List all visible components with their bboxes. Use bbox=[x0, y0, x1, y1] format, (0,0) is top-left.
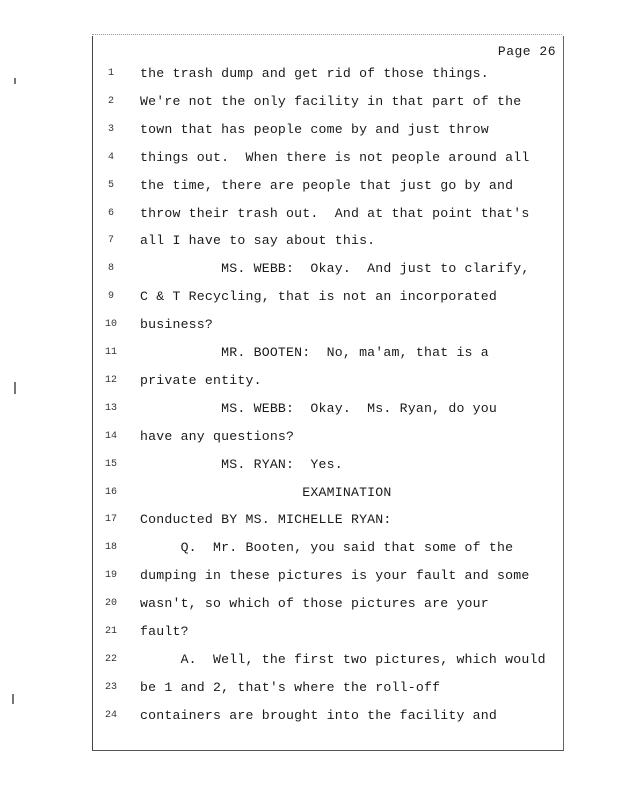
line-number: 23 bbox=[104, 681, 117, 693]
line-number: 21 bbox=[104, 626, 117, 637]
margin-mark bbox=[12, 694, 14, 704]
transcript-line: all I have to say about this. bbox=[140, 233, 376, 249]
transcript-line: things out. When there is not people around all bbox=[140, 149, 530, 165]
transcript-line: the time, there are people that just go by and bbox=[140, 177, 514, 193]
transcript-line: the trash dump and get rid of those things. bbox=[140, 66, 489, 81]
line-number: 1 bbox=[107, 68, 114, 79]
line-number: 4 bbox=[107, 151, 114, 163]
transcript-line: MS. RYAN: Yes. bbox=[140, 456, 343, 472]
page-top-border bbox=[92, 34, 562, 35]
transcript-line: Q. Mr. Booten, you said that some of the bbox=[140, 540, 514, 556]
line-number: 15 bbox=[104, 458, 117, 470]
transcript-line: throw their trash out. And at that point that's bbox=[140, 205, 530, 221]
transcript-line: private entity. bbox=[140, 372, 262, 388]
line-number: 2 bbox=[107, 95, 114, 107]
line-number: 19 bbox=[104, 570, 117, 582]
line-number: 8 bbox=[107, 263, 114, 275]
transcript-line: A. Well, the first two pictures, which would bbox=[140, 651, 546, 667]
line-number: 11 bbox=[104, 347, 117, 358]
line-number: 24 bbox=[104, 709, 117, 721]
page-number: Page 26 bbox=[497, 44, 556, 59]
transcript-line: containers are brought into the facility and bbox=[140, 707, 498, 723]
line-number: 5 bbox=[107, 179, 114, 191]
transcript-line: Conducted BY MS. MICHELLE RYAN: bbox=[140, 512, 392, 528]
line-number: 3 bbox=[107, 123, 114, 135]
transcript-line: business? bbox=[140, 317, 214, 333]
transcript-line: have any questions? bbox=[140, 428, 295, 444]
line-number: 6 bbox=[107, 207, 114, 219]
transcript-line: C & T Recycling, that is not an incorporated bbox=[140, 289, 498, 305]
transcript-line: town that has people come by and just throw bbox=[140, 121, 489, 137]
transcript-line: be 1 and 2, that's where the roll-off bbox=[140, 679, 441, 695]
line-number: 17 bbox=[104, 514, 117, 526]
line-number: 13 bbox=[104, 402, 117, 414]
margin-mark bbox=[14, 382, 16, 394]
transcript-line: wasn't, so which of those pictures are your bbox=[140, 596, 489, 612]
line-number: 9 bbox=[107, 291, 114, 303]
margin-mark bbox=[14, 78, 16, 84]
transcript-line: EXAMINATION bbox=[140, 484, 392, 500]
line-number: 12 bbox=[104, 374, 117, 386]
transcript-line: dumping in these pictures is your fault and some bbox=[140, 568, 530, 584]
line-number: 18 bbox=[104, 542, 117, 554]
line-number: 16 bbox=[104, 486, 117, 498]
line-number: 20 bbox=[104, 598, 117, 610]
line-number: 7 bbox=[107, 235, 114, 247]
transcript-frame bbox=[92, 36, 564, 751]
line-number: 22 bbox=[104, 653, 117, 665]
transcript-line: We're not the only facility in that part of the bbox=[140, 93, 522, 109]
transcript-line: MS. WEBB: Okay. Ms. Ryan, do you bbox=[140, 400, 498, 416]
transcript-line: fault? bbox=[140, 624, 189, 639]
line-number: 14 bbox=[104, 430, 117, 442]
line-number: 10 bbox=[104, 319, 117, 331]
transcript-line: MR. BOOTEN: No, ma'am, that is a bbox=[140, 345, 489, 360]
transcript-line: MS. WEBB: Okay. And just to clarify, bbox=[140, 261, 530, 277]
